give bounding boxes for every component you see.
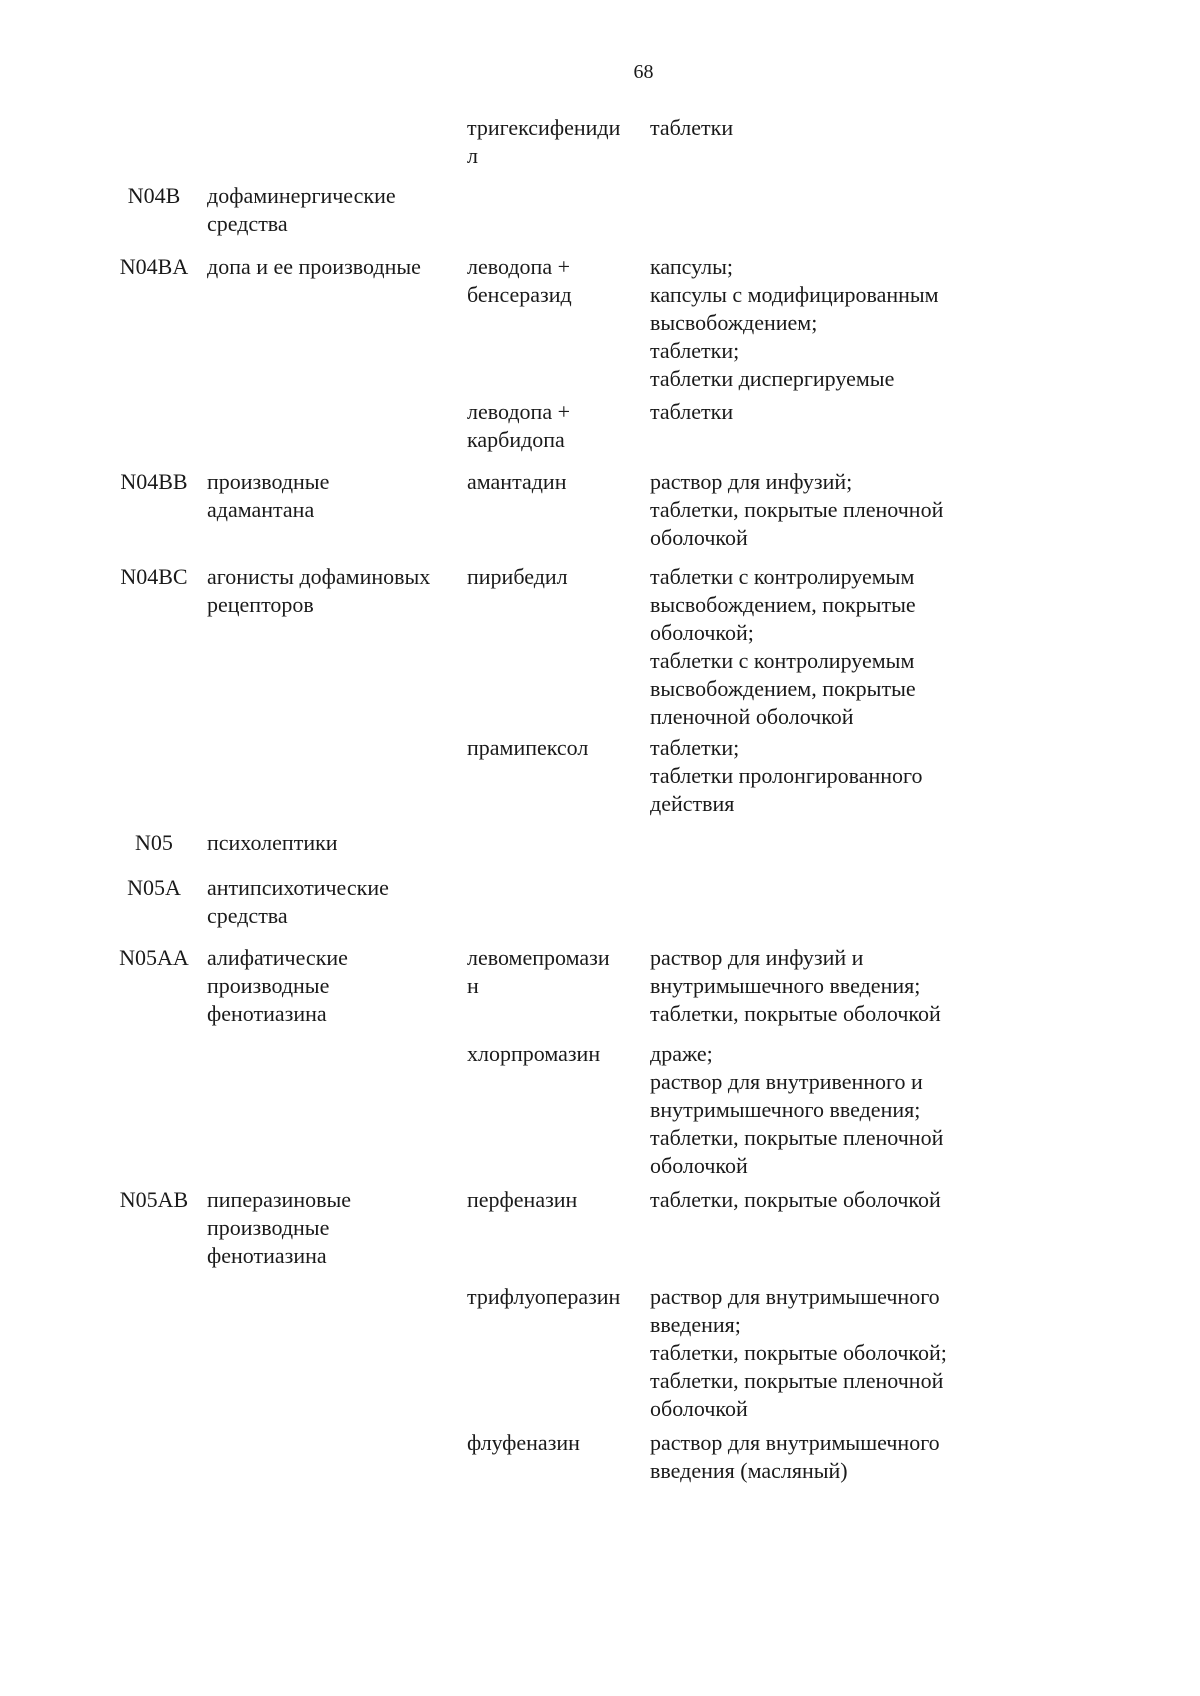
atc-code: N04B xyxy=(127,183,181,208)
dosage-forms: таблетки, покрытые оболочкой xyxy=(650,1187,941,1212)
atc-group: пиперазиновые производные фенотиазина xyxy=(207,1187,352,1268)
drug-name: леводопа + карбидопа xyxy=(467,399,570,452)
drug-name: флуфеназин xyxy=(467,1430,580,1455)
atc-group: производные адамантана xyxy=(207,469,330,522)
dosage-forms: таблетки xyxy=(650,115,734,140)
drug-name: левомепромази н xyxy=(467,945,610,998)
atc-group: агонисты дофаминовых рецепторов xyxy=(207,564,431,617)
atc-code: N05A xyxy=(127,875,181,900)
page-number: 68 xyxy=(633,61,654,83)
dosage-forms: раствор для внутримышечного введения; таблетки, покрытые оболочкой; таблетки, покрытые пленочной оболочкой xyxy=(650,1284,947,1421)
dosage-forms: капсулы; капсулы с модифицированным высвобождением; таблетки; таблетки диспергируемые xyxy=(650,254,939,391)
atc-code: N04BB xyxy=(120,469,188,494)
atc-group: допа и ее производные xyxy=(207,254,421,279)
dosage-forms: таблетки xyxy=(650,399,734,424)
dosage-forms: драже; раствор для внутривенного и внутримышечного введения; таблетки, покрытые пленочной оболочкой xyxy=(650,1041,944,1178)
dosage-forms: раствор для внутримышечного введения (масляный) xyxy=(650,1430,940,1483)
drug-name: пирибедил xyxy=(467,564,568,589)
atc-code: N04BC xyxy=(120,564,188,589)
dosage-forms: раствор для инфузий и внутримышечного введения; таблетки, покрытые оболочкой xyxy=(650,945,941,1026)
atc-code: N05AB xyxy=(119,1187,189,1212)
drug-name: тригексифениди л xyxy=(467,115,621,168)
dosage-forms: таблетки с контролируемым высвобождением, покрытые оболочкой; таблетки с контролируемым высвобождением, покрытые пленочной оболочкой xyxy=(650,564,916,729)
atc-code: N04BA xyxy=(119,254,189,279)
dosage-forms: таблетки; таблетки пролонгированного действия xyxy=(650,735,923,816)
drug-name: леводопа + бенсеразид xyxy=(467,254,572,307)
atc-group: психолептики xyxy=(207,830,338,855)
drug-name: хлорпромазин xyxy=(467,1041,601,1066)
drug-name: прамипексол xyxy=(467,735,589,760)
atc-group: дофаминергические средства xyxy=(207,183,396,236)
drug-name: трифлуоперазин xyxy=(467,1284,621,1309)
atc-group: алифатические производные фенотиазина xyxy=(207,945,348,1026)
dosage-forms: раствор для инфузий; таблетки, покрытые пленочной оболочкой xyxy=(650,469,944,550)
atc-group: антипсихотические средства xyxy=(207,875,389,928)
drug-name: амантадин xyxy=(467,469,567,494)
atc-code: N05AA xyxy=(119,945,189,970)
atc-code: N05 xyxy=(135,830,173,855)
drug-name: перфеназин xyxy=(467,1187,578,1212)
